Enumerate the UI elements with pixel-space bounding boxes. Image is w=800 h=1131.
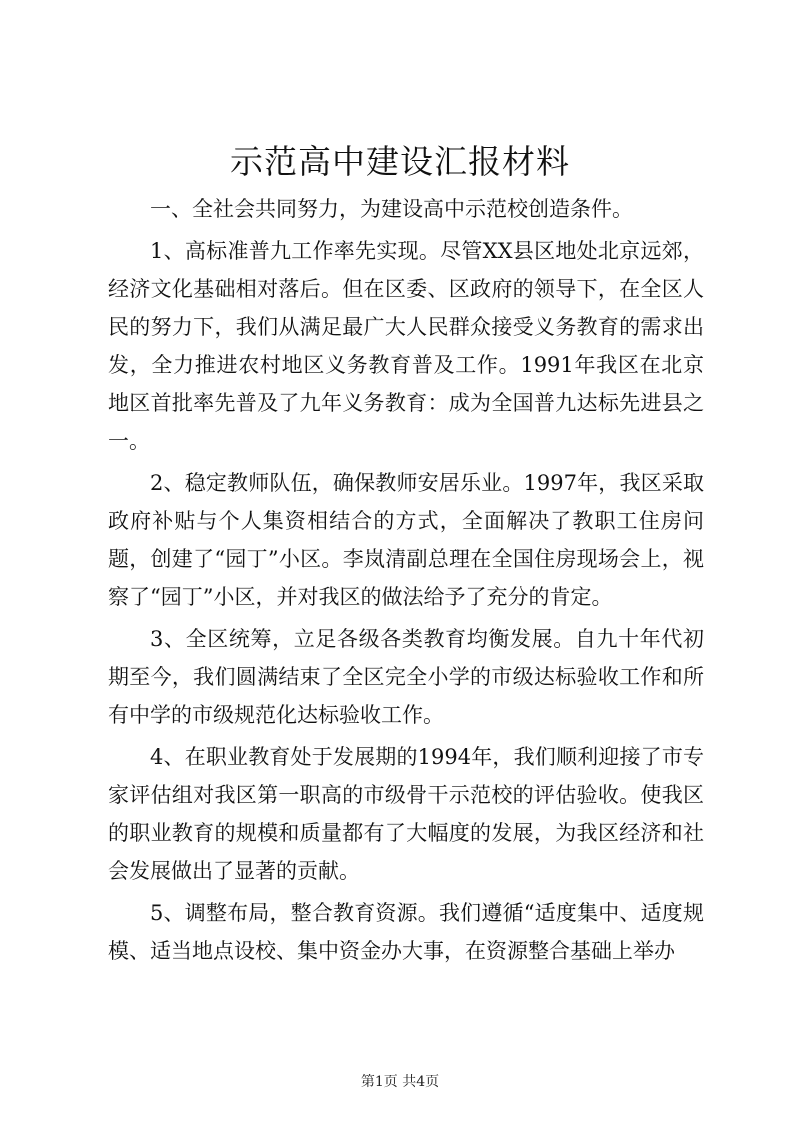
paragraph-1: 1、高标准普九工作率先实现。尽管XX县区地处北京远郊，经济文化基础相对落后。但在区委、区政府的领导下，在全区人民的努力下，我们从满足最广大人民群众接受义务教育的需求出发，全力推进农村地区义务教育普及工作。1991年我区在北京地区首批率先普及了九年义务教育：成为全国普九达标先进县之一。	[108, 239, 704, 453]
section-heading: 一、全社会共同努力，为建设高中示范校创造条件。	[150, 197, 633, 221]
page-footer: 第1页 共4页	[360, 1074, 440, 1090]
document-body	[108, 190, 704, 974]
paragraph-2: 2、稳定教师队伍，确保教师安居乐业。1997年，我区采取政府补贴与个人集资相结合的方式，全面解决了教职工住房问题，创建了“园丁”小区。李岚清副总理在全国住房现场会上，视察了“园丁”小区，并对我区的做法给予了充分的肯定。	[108, 471, 704, 609]
paragraph-3: 3、全区统筹，立足各级各类教育均衡发展。自九十年代初期至今，我们圆满结束了全区完全小学的市级达标验收工作和所有中学的市级规范化达标验收工作。	[108, 627, 704, 727]
paragraph-5: 5、调整布局，整合教育资源。我们遵循“适度集中、适度规模、适当地点设校、集中资金办大事，在资源整合基础上举办	[108, 901, 704, 963]
paragraph-4: 4、在职业教育处于发展期的1994年，我们顺利迎接了市专家评估组对我区第一职高的市级骨干示范校的评估验收。使我区的职业教育的规模和质量都有了大幅度的发展，为我区经济和社会发展做出了显著的贡献。	[108, 745, 704, 883]
document-title: 示范高中建设汇报材料	[230, 142, 570, 181]
